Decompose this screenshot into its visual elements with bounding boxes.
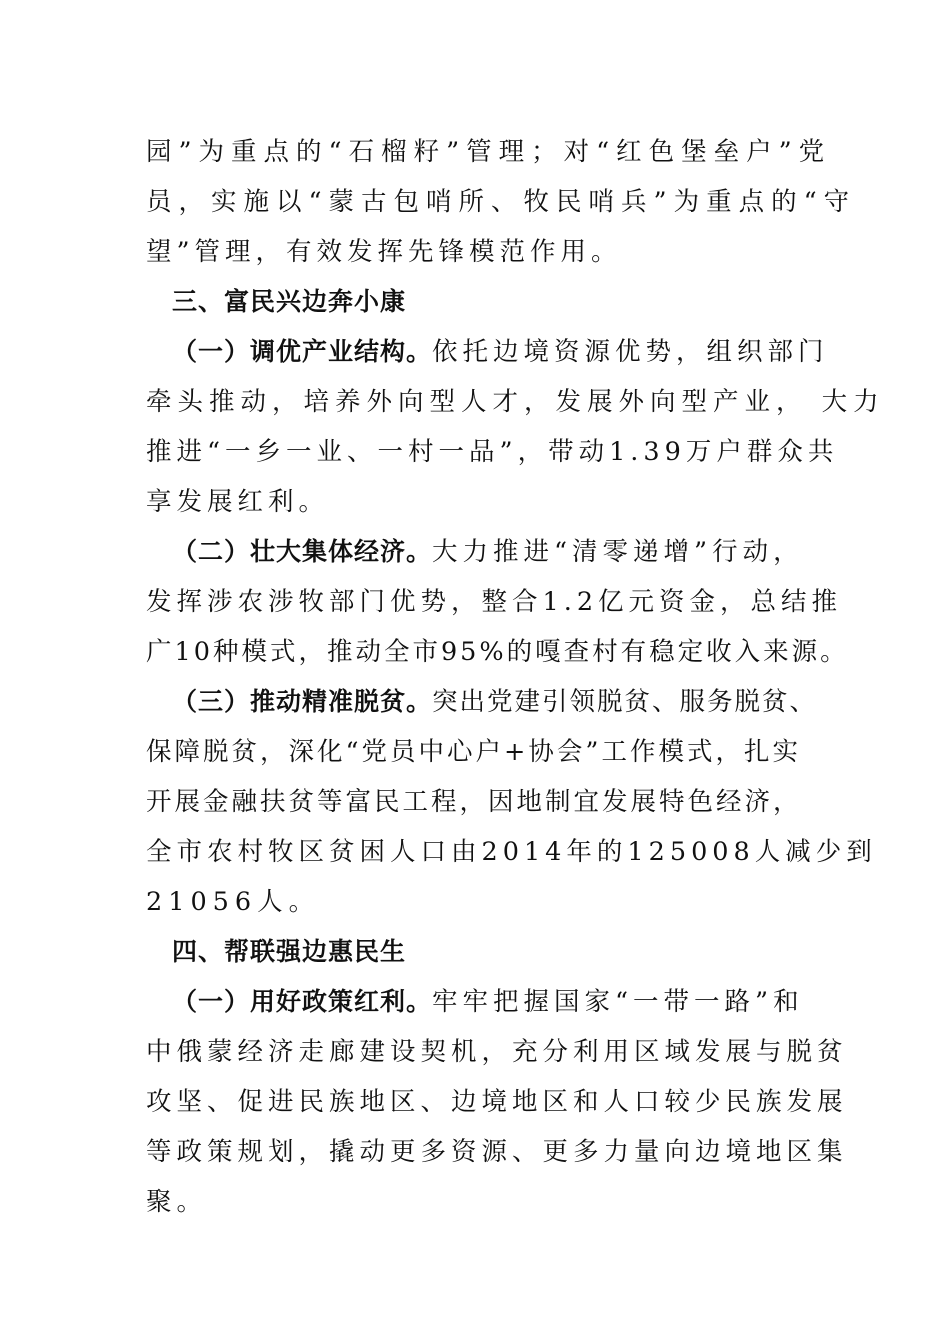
paragraph-line: 享发展红利。 bbox=[146, 487, 330, 517]
paragraph-line: 开展金融扶贫等富民工程，因地制宜发展特色经济， bbox=[146, 787, 802, 817]
paragraph-line: 攻坚、促进民族地区、边境地区和人口较少民族发展 bbox=[146, 1087, 848, 1117]
paragraph-line: 牵头推动，培养外向型人才，发展外向型产业， 大力 bbox=[146, 387, 885, 417]
paragraph-line: 广10种模式，推动全市95%的嘎查村有稳定收入来源。 bbox=[146, 637, 849, 667]
paragraph-line: 员，实施以“蒙古包哨所、牧民哨兵”为重点的“守 bbox=[146, 187, 857, 217]
paragraph-line: 全市农村牧区贫困人口由2014年的125008人减少到 bbox=[146, 837, 877, 867]
subsection-title: （一）用好政策红利。 bbox=[172, 987, 433, 1016]
paragraph-text: 依托边境资源优势，组织部门 bbox=[432, 337, 829, 367]
section-heading: 三、富民兴边奔小康 bbox=[172, 287, 407, 316]
paragraph-text: 大力推进“清零递增”行动， bbox=[432, 537, 804, 567]
subsection-line bbox=[172, 332, 862, 372]
subsection-title: （三）推动精准脱贫。 bbox=[172, 687, 433, 716]
paragraph-line: 中俄蒙经济走廊建设契机，充分利用区域发展与脱贫 bbox=[146, 1037, 848, 1067]
subsection-title: （一）调优产业结构。 bbox=[172, 337, 433, 366]
paragraph-line: 保障脱贫，深化“党员中心户+协会”工作模式，扎实 bbox=[146, 737, 801, 767]
paragraph-line: 推进“一乡一业、一村一品”，带动1.39万户群众共 bbox=[146, 437, 839, 467]
subsection-line bbox=[172, 682, 862, 722]
paragraph-text: 突出党建引领脱贫、服务脱贫、 bbox=[432, 687, 818, 717]
paragraph-text: 牢牢把握国家“一带一路”和 bbox=[432, 987, 804, 1017]
paragraph-line: 等政策规划，撬动更多资源、更多力量向边境地区集 bbox=[146, 1137, 848, 1167]
subsection-line bbox=[172, 982, 862, 1022]
paragraph-line: 望”管理，有效发挥先锋模范作用。 bbox=[146, 237, 622, 267]
paragraph-line: 园”为重点的“石榴籽”管理；对“红色堡垒户”党 bbox=[146, 137, 832, 167]
subsection-line bbox=[172, 532, 862, 572]
paragraph-line: 聚。 bbox=[146, 1187, 208, 1217]
subsection-title: （二）壮大集体经济。 bbox=[172, 537, 433, 566]
paragraph-line: 21056人。 bbox=[146, 887, 321, 917]
section-heading: 四、帮联强边惠民生 bbox=[172, 937, 407, 966]
paragraph-line: 发挥涉农涉牧部门优势，整合1.2亿元资金，总结推 bbox=[146, 587, 843, 617]
